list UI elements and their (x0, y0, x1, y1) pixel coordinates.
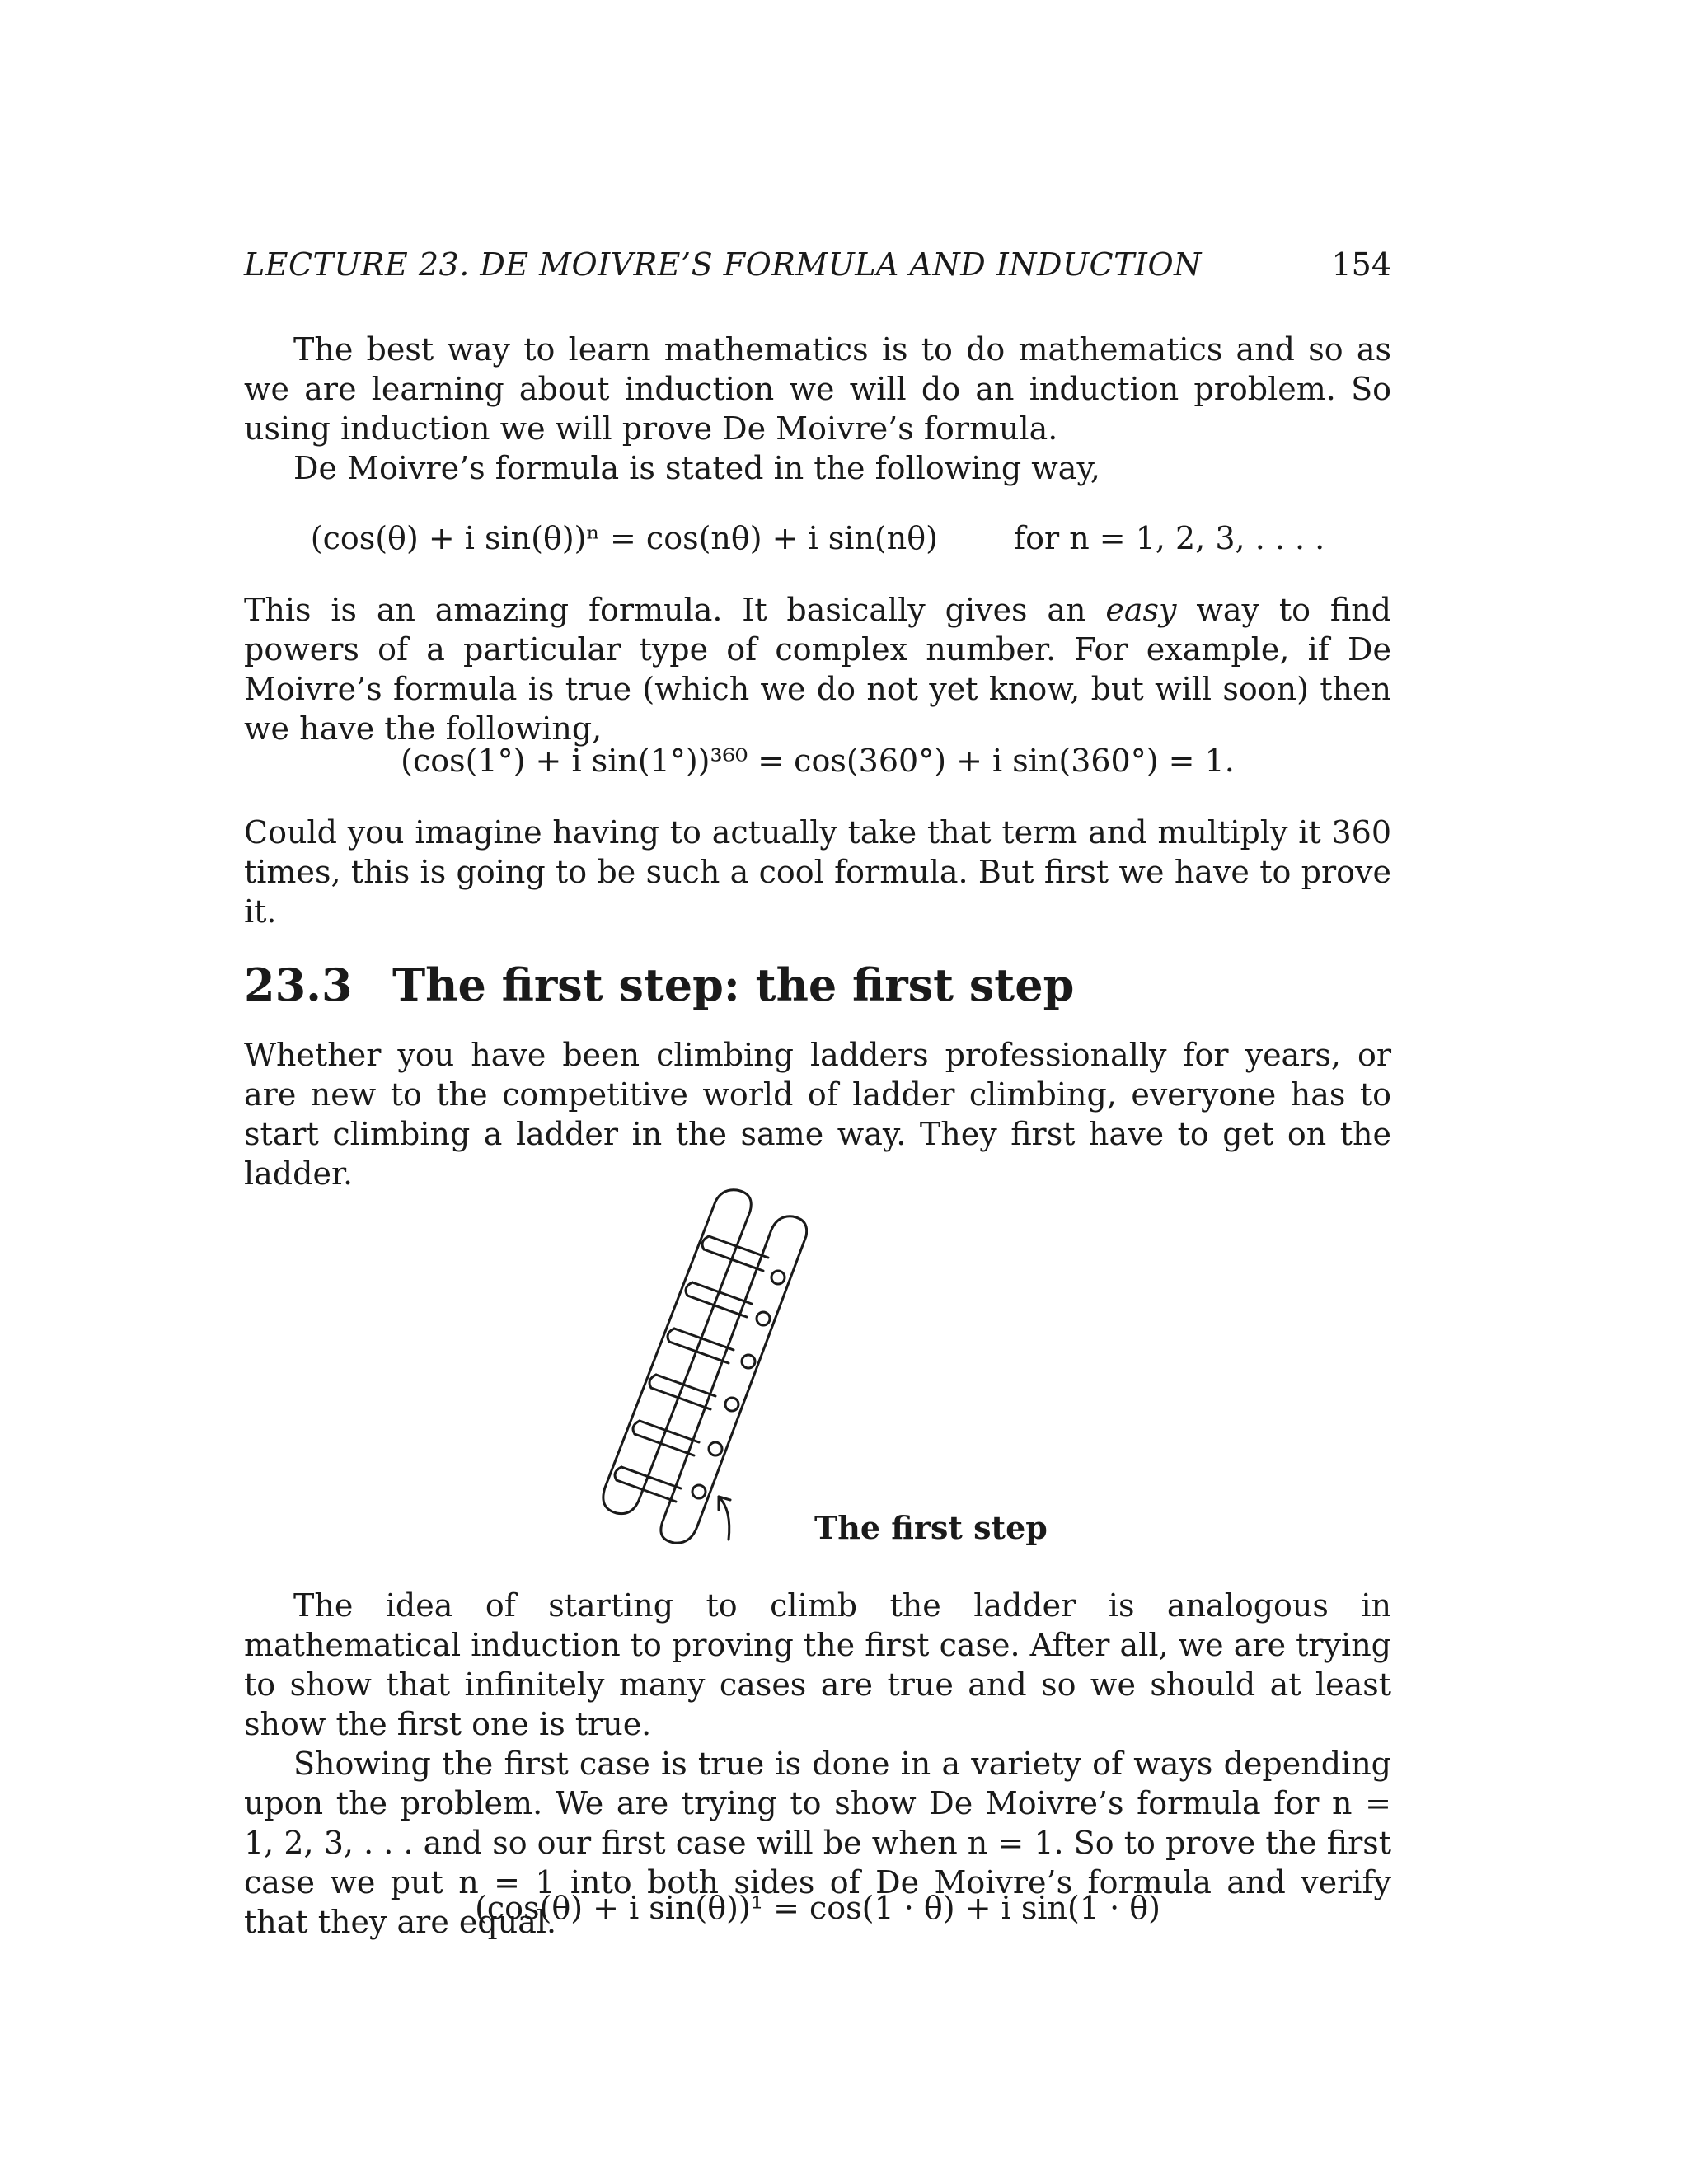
example-formula: (cos(1°) + i sin(1°))³⁶⁰ = cos(360°) + i sin(360°) = 1. (401, 743, 1235, 779)
first-case-formula: (cos(θ) + i sin(θ))¹ = cos(1 · θ) + i sin(1 · θ) (475, 1890, 1160, 1926)
easy-emphasis: easy (1105, 592, 1177, 628)
rung-hole (742, 1355, 755, 1368)
amazing-paragraph (244, 590, 1391, 748)
ladder-rung-holes (692, 1271, 785, 1498)
first-case-paragraph: The idea of starting to climb the ladder is analogous in mathematical induction to proving the first case. After all, we are trying to show that infinitely many cases are true and so we should at least show the first one is true. (244, 1587, 1391, 1742)
example-equation (244, 740, 1391, 781)
cool-paragraph: Could you imagine having to actually take that term and multiply it 360 times, this is going to be such a cool formula. But first we have to prove it. (244, 814, 1391, 930)
first-step-arrow-icon (719, 1497, 730, 1540)
intro-paragraph: The best way to learn mathematics is to do mathematics and so as we are learning about induction we will do an induction problem. So using induction we will prove De Moivre’s formula. (244, 331, 1391, 447)
variety-of-ways-paragraph: Showing the first case is true is done in a variety of ways depending upon the problem. We are trying to show De Moivre’s formula for n = 1, 2, 3, . . . and so our first case will be when n = 1. So to prove the first case we put n = 1 into both sides of De Moivre’s formula and verify that they are equal. (244, 1746, 1391, 1940)
intro-block (244, 330, 1391, 488)
first-case-equation (244, 1887, 1391, 1929)
rung-hole (757, 1312, 770, 1325)
de-moivre-condition: for n = 1, 2, 3, . . . . (1014, 520, 1325, 556)
rung-hole (725, 1398, 738, 1411)
running-title: LECTURE 23. DE MOIVRE’S FORMULA AND INDUCTION (244, 246, 1202, 283)
page-number: 154 (1331, 246, 1391, 283)
rung-hole (771, 1271, 785, 1284)
section-title: The first step: the first step (392, 958, 1075, 1011)
ladder-figure (593, 1187, 808, 1549)
cool-block (244, 813, 1391, 931)
de-moivre-formula: (cos(θ) + i sin(θ))ⁿ = cos(nθ) + i sin(nθ) (310, 520, 938, 556)
ladder-left-rail (603, 1190, 751, 1514)
figure-caption: The first step (814, 1509, 1048, 1546)
ladder-intro-paragraph: Whether you have been climbing ladders professionally for years, or are new to the competitive world of ladder climbing, everyone has to start climbing a ladder in the same way. They first have to get on the ladder. (244, 1037, 1391, 1192)
page-header (244, 244, 1391, 285)
rung-hole (692, 1485, 706, 1498)
ladder-intro-block (244, 1035, 1391, 1193)
ladder-right-rail (661, 1216, 807, 1543)
amazing-block (244, 590, 1391, 748)
amazing-text-end: way to find powers of a particular type of complex number. For example, if De Moivre’s formula is true (which we do not yet know, but will soon) then we have the following, (244, 592, 1391, 747)
ladder-rungs (615, 1236, 768, 1502)
section-heading (244, 956, 1391, 1014)
rung-hole (709, 1442, 722, 1455)
amazing-text-start: This is an amazing formula. It basically gives an (244, 592, 1106, 628)
formula-statement-paragraph: De Moivre’s formula is stated in the following way, (293, 450, 1100, 486)
de-moivre-equation (244, 518, 1391, 559)
section-number: 23.3 (244, 958, 353, 1011)
